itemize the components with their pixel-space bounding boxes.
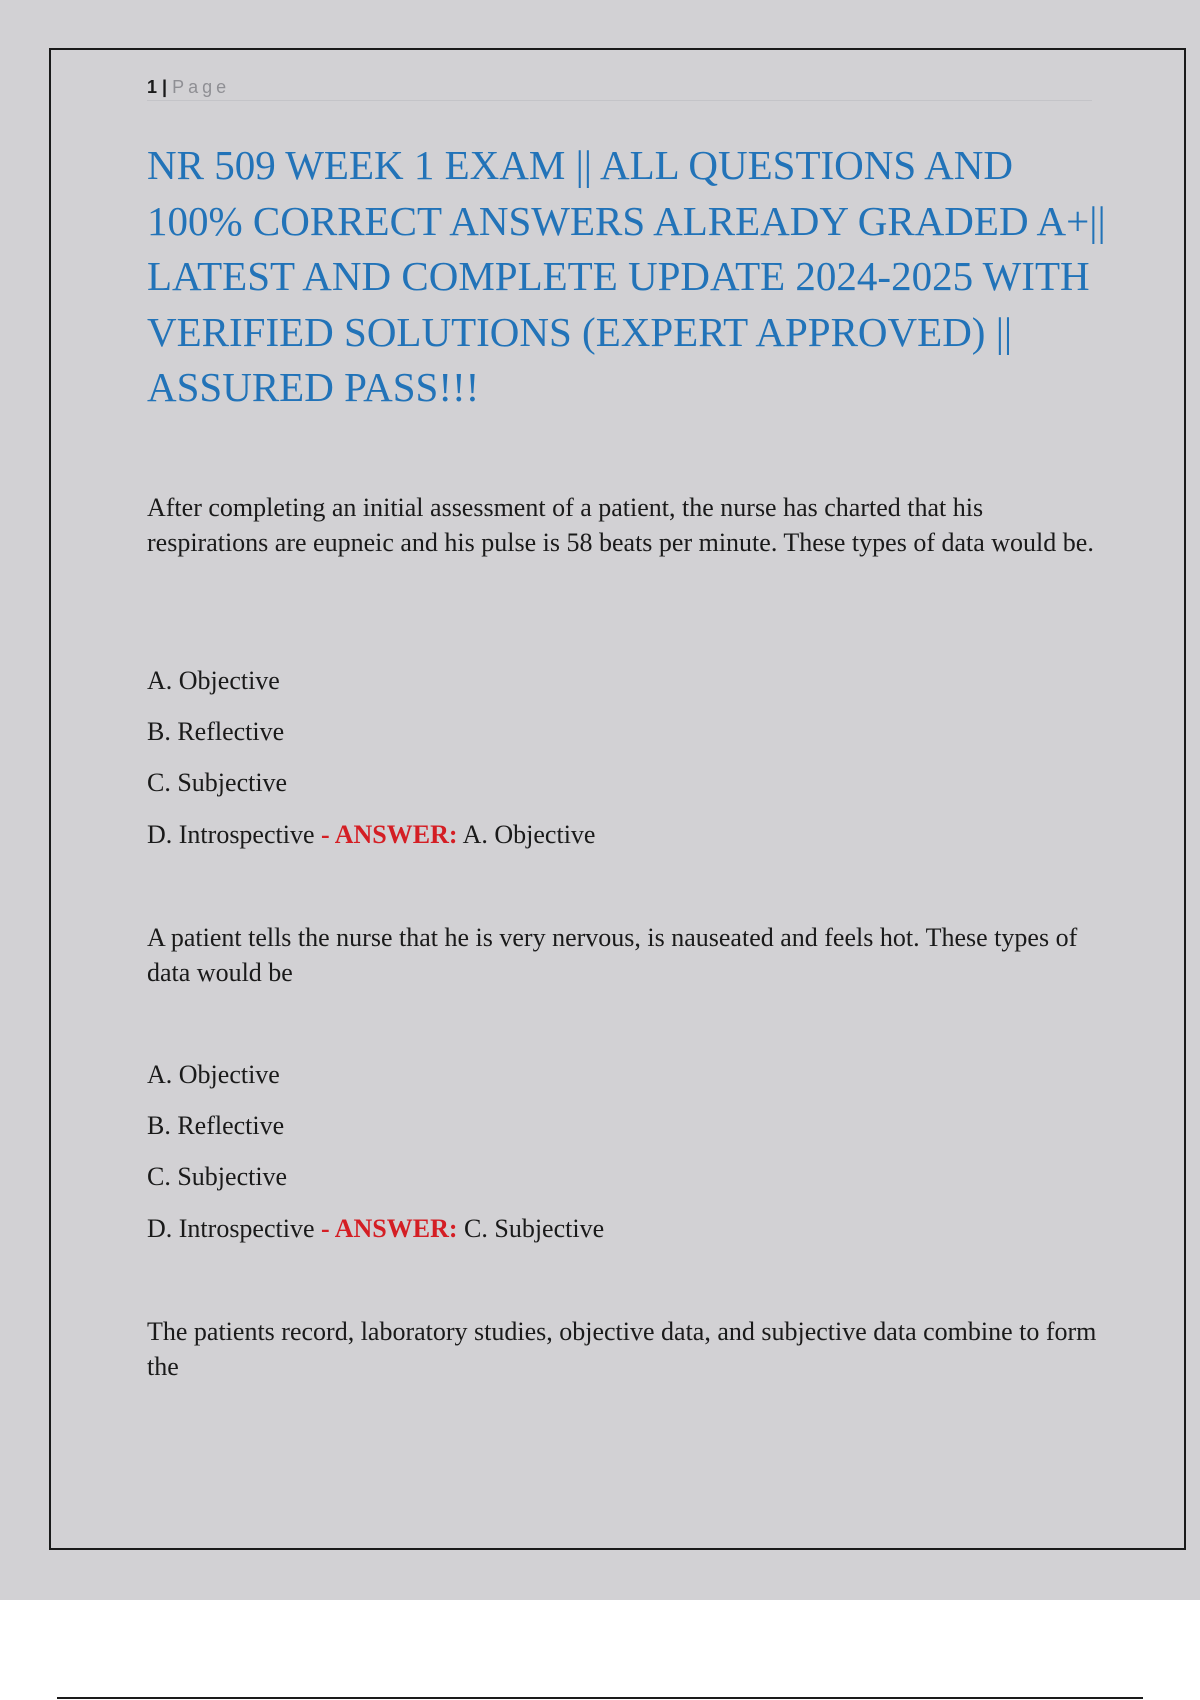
question-2-answer-label: - ANSWER:: [321, 1214, 458, 1243]
question-2-option-d: D. Introspective: [147, 1214, 315, 1243]
document-page: [49, 48, 1186, 1550]
question-1-option-c: C. Subjective: [147, 768, 288, 797]
question-2-option-c: C. Subjective: [147, 1162, 288, 1191]
question-1-option-a: A. Objective: [147, 666, 280, 695]
question-2-option-d-line: [147, 1211, 1107, 1246]
next-page-top-rule: [57, 1697, 1143, 1699]
question-1-answer-label: - ANSWER:: [321, 820, 458, 849]
question-1-option-b: B. Reflective: [147, 717, 285, 746]
question-1-option-d-line: [147, 817, 1107, 852]
page-label: Page: [172, 77, 231, 97]
question-2-text: A patient tells the nurse that he is very nervous, is nauseated and feels hot. These types of data would be: [147, 923, 1078, 987]
page-separator: |: [162, 77, 168, 97]
question-2-option-b: B. Reflective: [147, 1111, 285, 1140]
question-1-text: After completing an initial assessment of a patient, the nurse has charted that his respirations are eupneic and his pulse is 58 beats per minute. These types of data would be.: [147, 493, 1094, 557]
question-2-answer: C. Subjective: [464, 1214, 605, 1243]
page-number: 1: [147, 77, 158, 97]
question-1-option-d: D. Introspective: [147, 820, 315, 849]
question-3-text: The patients record, laboratory studies, objective data, and subjective data combine to form the: [147, 1317, 1097, 1381]
question-2-option-a: A. Objective: [147, 1060, 280, 1089]
document-title: NR 509 WEEK 1 EXAM || ALL QUESTIONS AND 100% CORRECT ANSWERS ALREADY GRADED A+|| LATEST AND COMPLETE UPDATE 2024-2025 WITH VERIFIED SOLUTIONS (EXPERT APPROVED) || ASSURED PASS!!!: [147, 142, 1106, 410]
page-header: [147, 74, 1092, 101]
question-1-answer: A. Objective: [462, 820, 596, 849]
